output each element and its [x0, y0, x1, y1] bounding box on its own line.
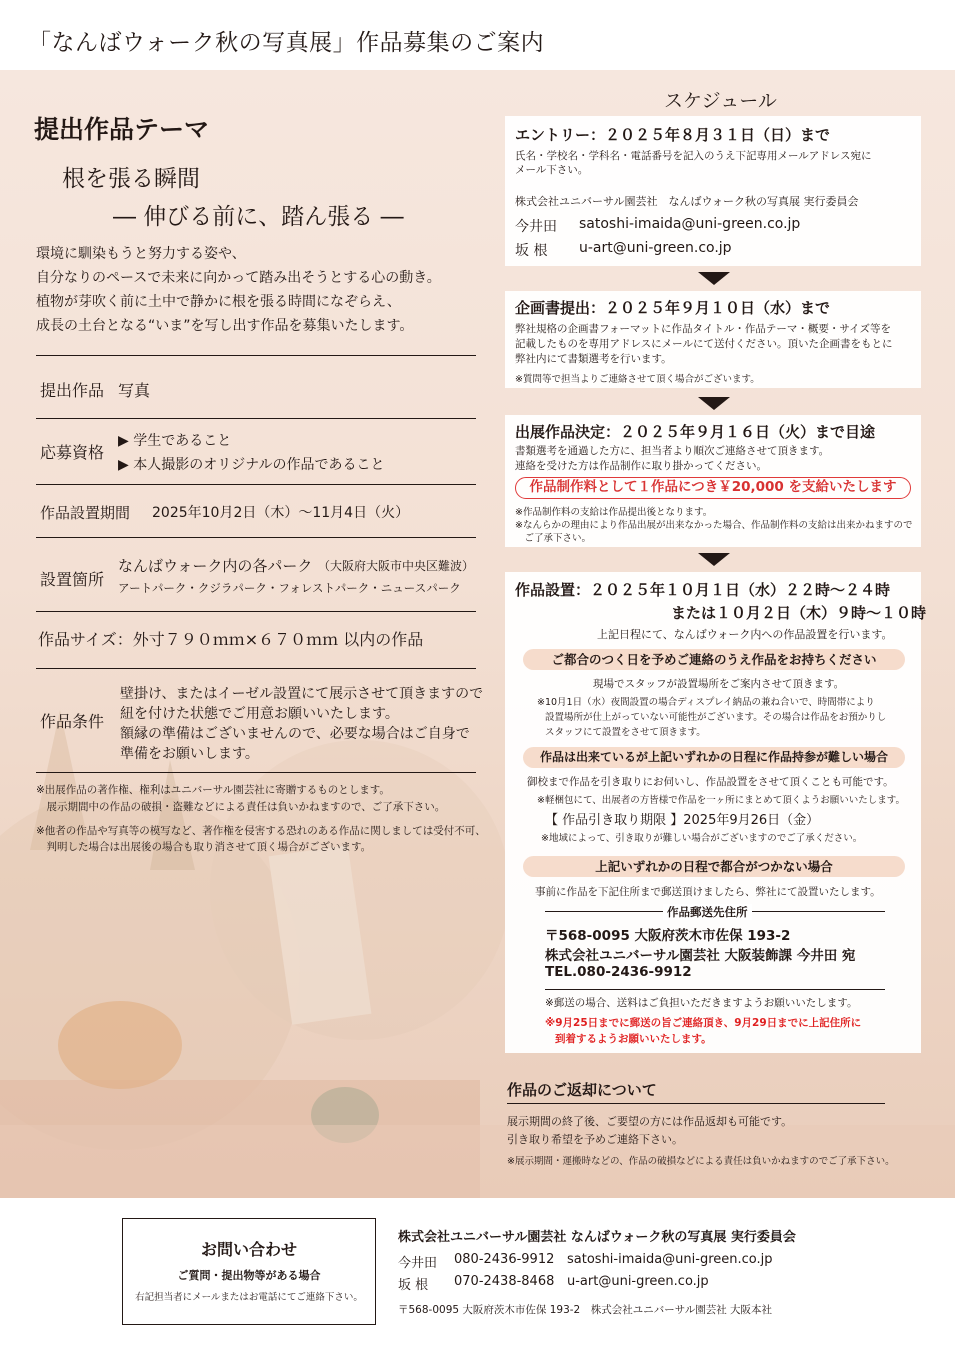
entry-contact-name: 坂 根	[515, 243, 548, 259]
decision-desc: 連絡を受けた方は作品制作に取り掛かってください。	[515, 460, 767, 472]
decision-card	[505, 415, 921, 547]
decision-title: 出展作品決定：２０２５年９月１６日（火）まで目途	[515, 423, 876, 441]
divider	[36, 611, 476, 612]
conditions-line: 壁掛け、またはイーゼル設置にて展示させて頂きますので	[120, 686, 484, 702]
entry-org: 株式会社ユニバーサル園芸社 なんばウォーク秋の写真展 実行委員会	[515, 195, 859, 208]
pickup-deadline: 【 作品引き取り期限 】2025年9月26日（金）	[545, 813, 820, 828]
divider	[545, 989, 885, 990]
eligibility-item: ▶ 学生であること	[118, 433, 232, 449]
install-note: ※地域によって、引き取りが難しい場合がございますのでご了承ください。	[541, 833, 863, 844]
install-desc: 上記日程にて、なんばウォーク内への作品設置を行います。	[597, 628, 893, 641]
details-note: 判明した場合は出展後の場合も取り消させて頂く場合がございます。	[36, 841, 372, 853]
location-parks: アートパーク・クジラパーク・フォレストパーク・ニュースパーク	[118, 581, 461, 595]
conditions-line: 額縁の準備はございませんので、必要な場合はご自身で	[120, 726, 470, 742]
install-pill: 上記いずれかの日程で都合がつかない場合	[523, 856, 905, 877]
return-heading: 作品のご返却について	[507, 1081, 657, 1099]
decision-note: ※なんらかの理由により作品出展が出来なかった場合、作品制作料の支給は出来かねますので	[515, 520, 913, 531]
mail-address-line: TEL.080-2436-9912	[545, 964, 692, 980]
entry-contact-name: 今井田	[515, 219, 557, 235]
footer-contact-name: 今井田	[398, 1256, 438, 1271]
location-label: 設置箇所	[40, 570, 105, 589]
eligibility-item: ▶ 本人撮影のオリジナルの作品であること	[118, 457, 385, 473]
decision-desc: 書類選考を通過した方に、担当者より順次ご連絡させて頂きます。	[515, 445, 830, 457]
divider	[36, 355, 476, 356]
arrow-down-icon	[698, 553, 730, 566]
divider	[36, 668, 476, 669]
mail-red-note: 到着するようお願いいたします。	[555, 1033, 712, 1045]
decision-note: ご了承下さい。	[515, 533, 592, 544]
contact-box	[122, 1218, 376, 1325]
contact-box-desc: 右記担当者にメールまたはお電話にてご連絡下さい。	[135, 1292, 363, 1303]
period-value: 2025年10月2日（木）～11月4日（火）	[152, 505, 410, 521]
arrow-down-icon	[698, 397, 730, 410]
theme-heading: 提出作品テーマ	[34, 115, 210, 144]
mail-address-line: 〒568-0095 大阪府茨木市佐保 193‐2	[545, 928, 791, 944]
period-label: 作品設置期間	[40, 504, 131, 522]
divider	[36, 484, 476, 485]
divider	[507, 1103, 885, 1104]
details-note: ※他者の作品や写真等の模写など、著作権を侵害する恐れのある作品に関しましては受付不可、	[36, 825, 486, 837]
install-note: ※10月1日（水）夜間設置の場合ディスプレイ納品の兼ね合いで、時間帯により	[537, 697, 875, 708]
fee-highlight: 作品制作料として１作品につき￥20,000 を支給いたします	[515, 477, 911, 499]
proposal-desc: 弊社規格の企画書フォーマットに作品タイトル・作品テーマ・概要・サイズ等を	[515, 323, 892, 335]
proposal-desc: 弊社内にて書類選考を行います。	[515, 353, 672, 365]
divider	[36, 537, 476, 538]
conditions-line: 紐を付けた状態でご用意お願いいたします。	[120, 706, 399, 722]
install-note: 設置場所が仕上がっていない可能性がございます。その場合は作品をお預かりし	[545, 712, 887, 723]
install-card	[505, 572, 927, 1053]
work-label: 提出作品	[40, 381, 105, 400]
mail-heading: 作品郵送先住所	[663, 904, 752, 920]
footer-org: 株式会社ユニバーサル園芸社 なんばウォーク秋の写真展 実行委員会	[398, 1230, 796, 1245]
entry-title: エントリー：２０２５年８月３１日（日）まで	[515, 126, 831, 144]
proposal-card	[505, 291, 921, 388]
divider	[36, 772, 476, 773]
install-title-alt: または１０月２日（木）９時～１０時	[671, 604, 927, 622]
entry-contact-email[interactable]: satoshi-imaida@uni-green.co.jp	[579, 216, 801, 232]
conditions-label: 作品条件	[40, 712, 105, 731]
install-title: 作品設置：２０２５年１０月１日（水）２２時～２４時	[515, 581, 891, 599]
location-value: なんばウォーク内の各パーク	[118, 557, 313, 575]
entry-contact-email[interactable]: u-art@uni-green.co.jp	[579, 240, 732, 256]
proposal-note: ※質問等で担当よりご連絡させて頂く場合がございます。	[515, 374, 760, 385]
install-pill: 作品は出来ているが上記いずれかの日程に作品持参が難しい場合	[523, 747, 905, 768]
entry-desc: メール下さい。	[515, 164, 589, 176]
mail-address-line: 株式会社ユニバーサル園芸社 大阪装飾課 今井田 宛	[545, 948, 856, 964]
details-note: 展示期間中の作品の破損・盗難などによる責任は負いかねますので、ご了承下さい。	[36, 801, 446, 813]
theme-body-line: 成長の土台となる“いま”を写し出す作品を募集いたします。	[36, 318, 414, 334]
entry-desc: 氏名・学校名・学科名・電話番号を記入のうえ下記専用メールアドレス宛に	[515, 150, 872, 162]
conditions-line: 準備をお願いします。	[120, 746, 259, 762]
arrow-down-icon	[698, 272, 730, 285]
location-note: （大阪府大阪市中央区難波）	[318, 559, 475, 573]
install-text: 現場でスタッフが設置場所をご案内させて頂きます。	[593, 678, 845, 690]
mail-red-note: ※9月25日までに郵送の旨ご連絡頂き、9月29日までに上記住所に	[545, 1017, 862, 1029]
install-pill: ご都合のつく日を予めご連絡のうえ作品をお持ちください	[523, 649, 905, 670]
install-note: ※軽梱包にて、出展者の方皆様で作品を一ヶ所にまとめて頂くようお願いいたします。	[537, 795, 906, 806]
install-text: 事前に作品を下記住所まで郵送頂けましたら、弊社にて設置いたします。	[535, 886, 881, 898]
page-title: 「なんばウォーク秋の写真展」作品募集のご案内	[28, 30, 545, 56]
size-text: 作品サイズ：外寸７９０ｍｍ×６７０ｍｍ 以内の作品	[38, 630, 424, 649]
contact-box-title: お問い合わせ	[200, 1240, 297, 1259]
install-text: 御校まで作品を引き取りにお伺いし、作品設置をさせて頂くことも可能です。	[527, 776, 894, 788]
install-note: スタッフにて設置をさせて頂きます。	[545, 727, 706, 738]
theme-body-line: 植物が芽吹く前に土中で静かに根を張る時間になぞらえ、	[36, 294, 401, 310]
schedule-title: スケジュール	[664, 90, 777, 112]
footer-contact-tel[interactable]: 070-2438-8468	[454, 1274, 555, 1289]
mail-note: ※郵送の場合、送料はご負担いただきますようお願いいたします。	[545, 997, 858, 1009]
eligibility-label: 応募資格	[40, 443, 105, 462]
footer-contact-email[interactable]: u-art@uni-green.co.jp	[567, 1274, 709, 1289]
footer-contact-tel[interactable]: 080-2436-9912	[454, 1252, 555, 1267]
theme-body-line: 自分なりのペースで未来に向かって踏み出そうとする心の動き。	[36, 270, 441, 286]
proposal-desc: 記載したものを専用アドレスにメールにて送付ください。頂いた企画書をもとに	[515, 338, 893, 350]
footer-address: 〒568-0095 大阪府茨木市佐保 193‐2 株式会社ユニバーサル園芸社 大阪本社	[398, 1304, 773, 1316]
theme-main-title: 根を張る瞬間	[62, 166, 200, 192]
theme-body-line: 環境に馴染もうと努力する姿や、	[36, 246, 246, 262]
footer-contact-name: 坂 根	[398, 1278, 429, 1293]
return-line: 展示期間の終了後、ご要望の方には作品返却も可能です。	[507, 1115, 793, 1128]
theme-subtitle: ― 伸びる前に、踏ん張る ―	[113, 204, 404, 230]
details-note: ※出展作品の著作権、権利はユニバーサル園芸社に寄贈するものとします。	[36, 784, 390, 796]
decision-note: ※作品制作料の支給は作品提出後となります。	[515, 507, 713, 518]
proposal-title: 企画書提出：２０２５年９月１０日（水）まで	[515, 299, 831, 317]
return-line: 引き取り希望を予めご連絡下さい。	[507, 1133, 683, 1146]
entry-card	[505, 116, 921, 266]
return-note: ※展示期間・運搬時などの、作品の破損などによる責任は負いかねますのでご了承下さい。	[507, 1156, 895, 1167]
divider	[36, 418, 476, 419]
contact-box-sub: ご質問・提出物等がある場合	[177, 1269, 321, 1282]
footer-contact-email[interactable]: satoshi-imaida@uni-green.co.jp	[567, 1252, 773, 1267]
work-value: 写真	[118, 381, 151, 400]
